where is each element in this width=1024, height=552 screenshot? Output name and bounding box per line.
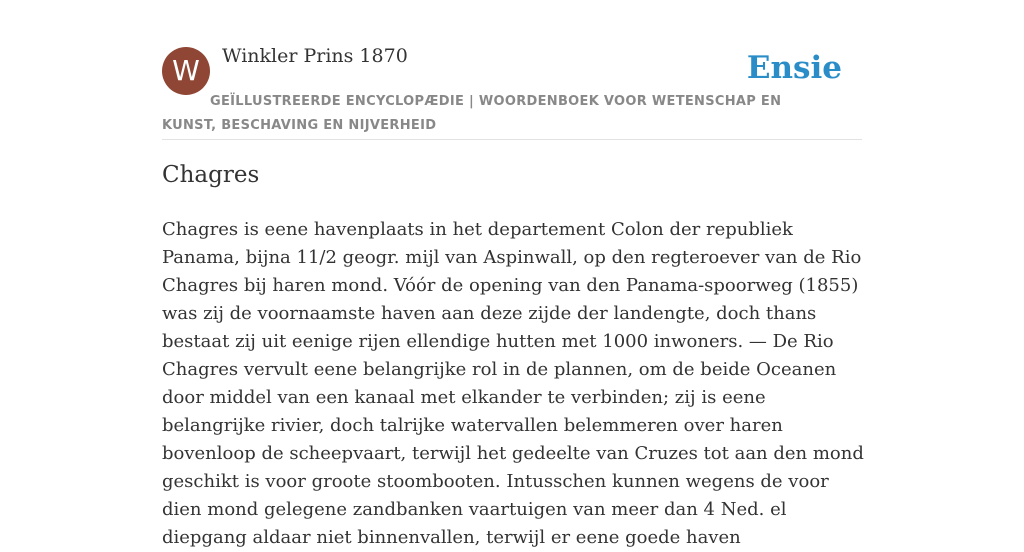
brand-logo-link[interactable]: Ensie xyxy=(746,50,842,86)
entry-title: Chagres xyxy=(162,162,260,188)
header-divider xyxy=(162,139,862,140)
source-title[interactable]: Winkler Prins 1870 xyxy=(222,45,408,67)
source-subtitle: GEÏLLUSTREERDE ENCYCLOPÆDIE | WOORDENBOEK VOOR WETENSCHAP EN KUNST, BESCHAVING EN NIJVERHEID xyxy=(162,94,782,133)
avatar[interactable]: W xyxy=(162,47,210,95)
entry-body: Chagres is eene havenplaats in het departement Colon der republiek Panama, bijna 11/2 geogr. mijl van Aspinwall, op den regteroever van de Rio Chagres bij haren mond. Vóór de opening van den Panama-spoorweg (1855) was zij de voornaamste haven aan deze zijde der landengte, doch thans bestaat zij uit eenige rijen ellendige hutten met 1000 inwoners. — De Rio Chagres vervult eene belangrijke rol in de plannen, om de beide Oceanen door middel van een kanaal met elkander te verbinden; zij is eene belangrijke rivier, doch talrijke watervallen belemmeren over haren bovenloop de scheepvaart, terwijl het gedeelte van Cruzes tot aan den mond geschikt is voor groote stoombooten. Intusschen kunnen wegens de voor dien mond gelegene zandbanken vaartuigen van meer dan 4 Ned. el diepgang aldaar niet binnenvallen, terwijl er eene goede haven xyxy=(162,219,864,548)
